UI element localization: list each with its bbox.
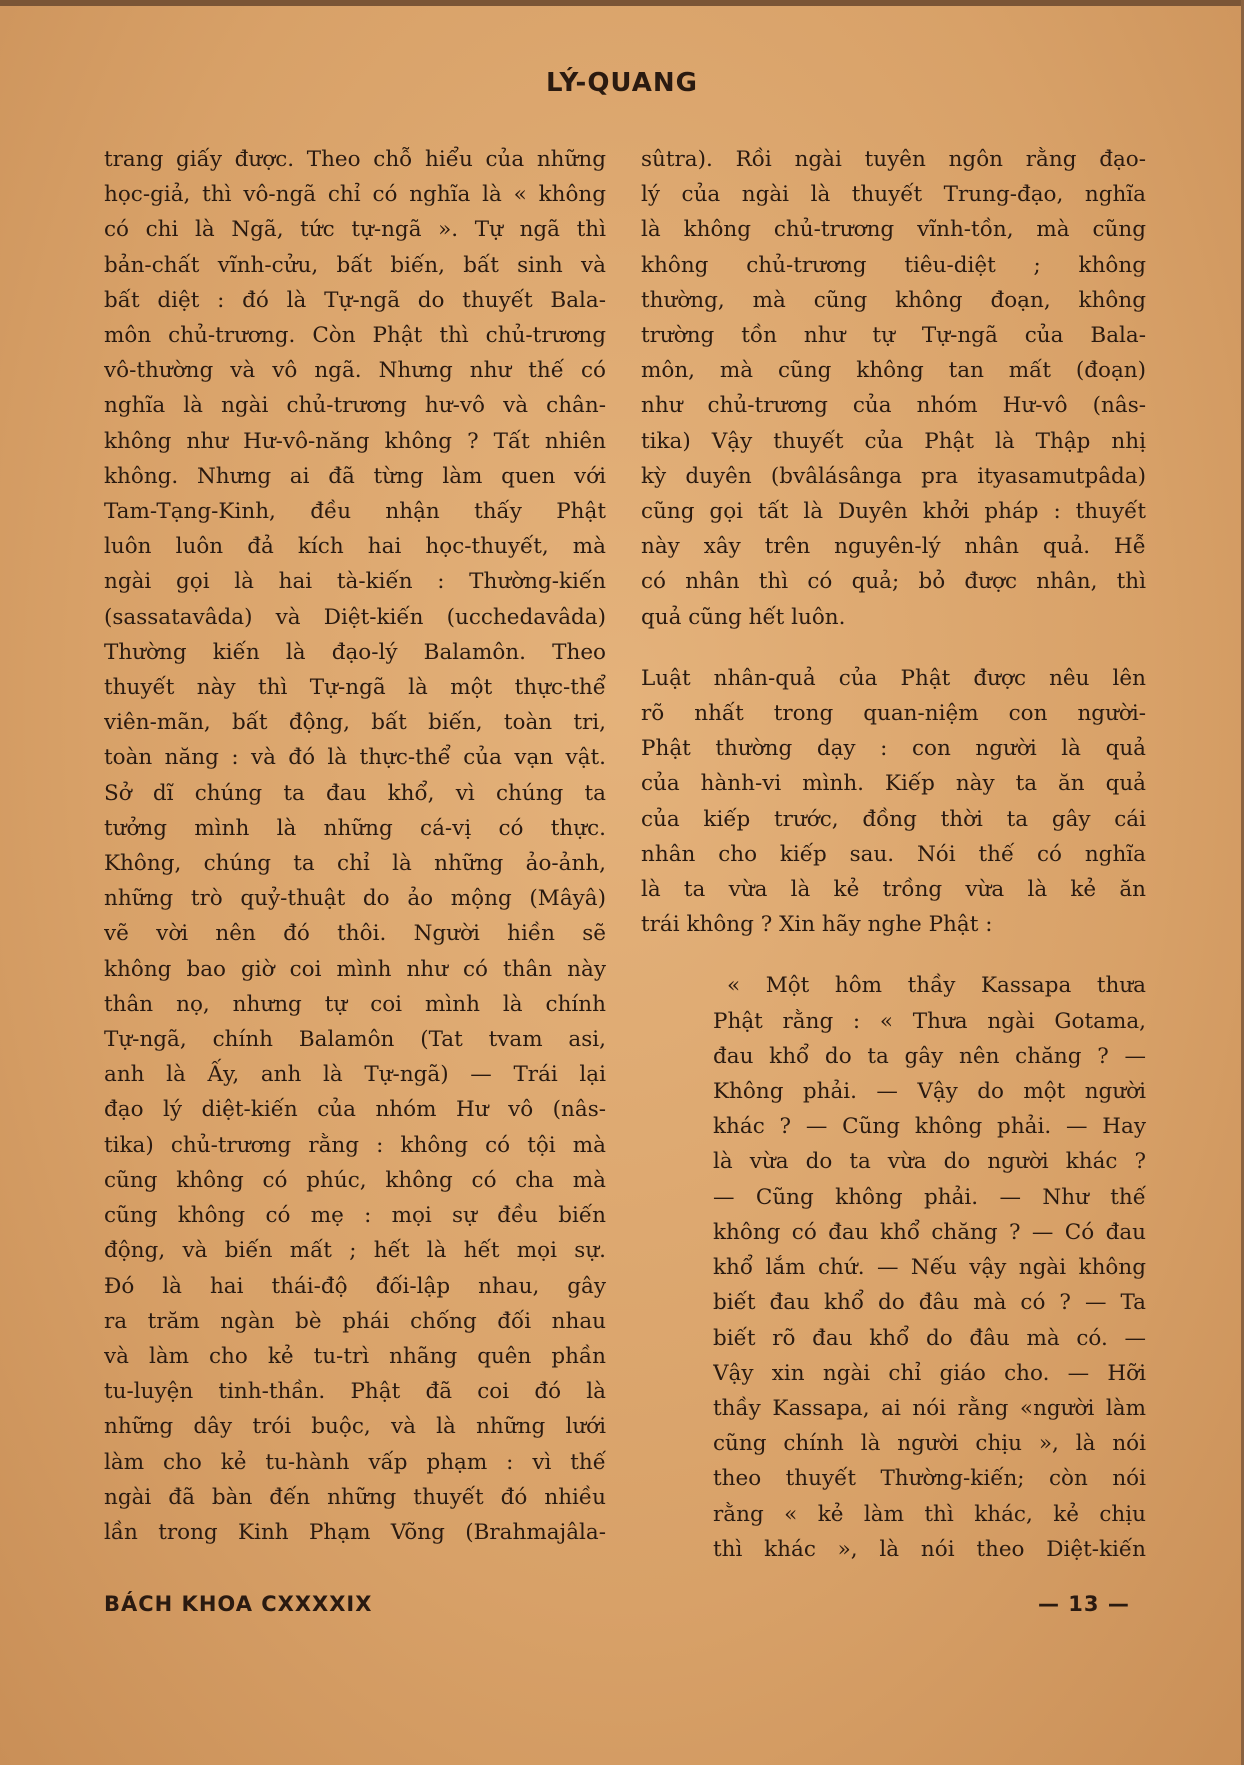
text-line: — Cũng không phải. — Như thế bbox=[713, 1184, 1146, 1210]
text-line: và làm cho kẻ tu-trì nhãng quên phần bbox=[104, 1343, 606, 1369]
quotation-block bbox=[641, 968, 1146, 1566]
right-column bbox=[641, 142, 1146, 1567]
running-head: LÝ-QUANG bbox=[546, 68, 698, 98]
text-line: lý của ngài là thuyết Trung-đạo, nghĩa bbox=[641, 182, 1146, 208]
text-line: thân nọ, nhưng tự coi mình là chính bbox=[104, 991, 606, 1017]
text-line: của kiếp trước, đồng thời ta gây cái bbox=[641, 806, 1146, 832]
text-line: thầy Kassapa, ai nói rằng «người làm bbox=[713, 1395, 1146, 1421]
text-line: bản-chất vĩnh-cửu, bất biến, bất sinh và bbox=[104, 252, 606, 278]
text-line: cũng không có mẹ : mọi sự đều biến bbox=[104, 1203, 606, 1229]
text-line: sûtra). Rồi ngài tuyên ngôn rằng đạo- bbox=[641, 147, 1146, 172]
text-line: viên-mãn, bất động, bất biến, toàn tri, bbox=[104, 710, 606, 736]
text-line: có chi là Ngã, tức tự-ngã ». Tự ngã thì bbox=[104, 217, 606, 243]
text-line: là vừa do ta vừa do người khác ? bbox=[713, 1149, 1146, 1175]
text-line: luôn luôn đả kích hai học-thuyết, mà bbox=[104, 534, 606, 560]
text-line: làm cho kẻ tu-hành vấp phạm : vì thế bbox=[104, 1449, 606, 1475]
text-line: là ta vừa là kẻ trồng vừa là kẻ ăn bbox=[641, 877, 1146, 903]
text-line: Tự-ngã, chính Balamôn (Tat tvam asi, bbox=[104, 1027, 606, 1053]
text-line: kỳ duyên (bvâlásânga pra ityasamutpâda) bbox=[641, 463, 1146, 489]
text-line: theo thuyết Thường-kiến; còn nói bbox=[713, 1466, 1146, 1492]
text-line: thì khác », là nói theo Diệt-kiến bbox=[713, 1536, 1146, 1562]
text-line: tu-luyện tinh-thần. Phật đã coi đó là bbox=[104, 1379, 606, 1405]
text-line: môn, mà cũng không tan mất (đoạn) bbox=[641, 358, 1146, 384]
text-line: động, và biến mất ; hết là hết mọi sự. bbox=[104, 1238, 606, 1264]
text-line: (sassatavâda) và Diệt-kiến (ucchedavâda) bbox=[104, 604, 606, 630]
text-line: Phật rằng : « Thưa ngài Gotama, bbox=[713, 1008, 1146, 1034]
text-line: Vậy xin ngài chỉ giáo cho. — Hỡi bbox=[713, 1360, 1146, 1386]
text-line: thường, mà cũng không đoạn, không bbox=[641, 287, 1146, 313]
page-top-edge bbox=[0, 0, 1244, 6]
text-line: là không chủ-trương vĩnh-tồn, mà cũng bbox=[641, 217, 1146, 243]
text-line: khác ? — Cũng không phải. — Hay bbox=[713, 1114, 1146, 1140]
text-line: không như Hư-vô-năng không ? Tất nhiên bbox=[104, 428, 606, 454]
text-line: không. Nhưng ai đã từng làm quen với bbox=[104, 463, 606, 489]
paragraph-gap bbox=[641, 635, 1146, 661]
footer-page-number: — 13 — bbox=[1038, 1592, 1130, 1616]
text-line: những trò quỷ-thuật do ảo mộng (Mâyâ) bbox=[104, 886, 606, 912]
footer-publication: BÁCH KHOA CXXXXIX bbox=[104, 1592, 373, 1616]
text-line: khổ lắm chứ. — Nếu vậy ngài không bbox=[713, 1255, 1146, 1281]
text-line: cũng gọi tất là Duyên khởi pháp : thuyết bbox=[641, 499, 1146, 525]
text-line: ra trăm ngàn bè phái chống đối nhau bbox=[104, 1308, 606, 1334]
text-line: học-giả, thì vô-ngã chỉ có nghĩa là « không bbox=[104, 182, 606, 208]
text-line: không bao giờ coi mình như có thân này bbox=[104, 956, 606, 982]
text-line: cũng chính là người chịu », là nói bbox=[713, 1431, 1146, 1457]
text-line: trường tồn như tự Tự-ngã của Bala- bbox=[641, 323, 1146, 349]
text-line: nhân cho kiếp sau. Nói thế có nghĩa bbox=[641, 841, 1146, 867]
text-line: biết đau khổ do đâu mà có ? — Ta bbox=[713, 1290, 1146, 1316]
text-line: biết rõ đau khổ do đâu mà có. — bbox=[713, 1325, 1146, 1351]
text-line: trái không ? Xin hãy nghe Phật : bbox=[641, 912, 993, 938]
right-paragraph-2 bbox=[641, 661, 1146, 943]
text-line: Không phải. — Vậy do một người bbox=[713, 1079, 1146, 1105]
text-line: tika) Vậy thuyết của Phật là Thập nhị bbox=[641, 428, 1146, 454]
text-line: trang giấy được. Theo chỗ hiểu của những bbox=[104, 147, 606, 172]
text-line: Sở dĩ chúng ta đau khổ, vì chúng ta bbox=[104, 780, 606, 806]
text-line: rõ nhất trong quan-niệm con người- bbox=[641, 701, 1146, 727]
right-paragraph-1 bbox=[641, 142, 1146, 635]
left-column bbox=[104, 142, 606, 1550]
text-line: môn chủ-trương. Còn Phật thì chủ-trương bbox=[104, 323, 606, 349]
text-line: cũng không có phúc, không có cha mà bbox=[104, 1167, 606, 1193]
text-line: Tam-Tạng-Kinh, đều nhận thấy Phật bbox=[104, 499, 606, 525]
text-line: có nhân thì có quả; bỏ được nhân, thì bbox=[641, 569, 1146, 595]
text-line: anh là Ấy, anh là Tự-ngã) — Trái lại bbox=[104, 1062, 606, 1088]
paragraph-gap bbox=[641, 942, 1146, 968]
text-line: lần trong Kinh Phạm Võng (Brahmajâla- bbox=[104, 1519, 606, 1545]
text-line: vô-thường và vô ngã. Nhưng như thế có bbox=[104, 358, 606, 384]
text-line: Thường kiến là đạo-lý Balamôn. Theo bbox=[104, 639, 606, 665]
text-line: quả cũng hết luôn. bbox=[641, 604, 846, 630]
text-line: nghĩa là ngài chủ-trương hư-vô và chân- bbox=[104, 393, 606, 419]
text-line: những dây trói buộc, và là những lưới bbox=[104, 1414, 606, 1440]
text-line: tưởng mình là những cá-vị có thực. bbox=[104, 815, 606, 841]
text-line: Phật thường dạy : con người là quả bbox=[641, 736, 1146, 762]
text-line: đau khổ do ta gây nên chăng ? — bbox=[713, 1043, 1146, 1069]
text-line: « Một hôm thầy Kassapa thưa bbox=[727, 973, 1146, 999]
text-line: bất diệt : đó là Tự-ngã do thuyết Bala- bbox=[104, 287, 606, 313]
text-line: rằng « kẻ làm thì khác, kẻ chịu bbox=[713, 1501, 1146, 1527]
text-line: như chủ-trương của nhóm Hư-vô (nâs- bbox=[641, 393, 1146, 419]
text-line: Luật nhân-quả của Phật được nêu lên bbox=[641, 665, 1146, 691]
text-line: tika) chủ-trương rằng : không có tội mà bbox=[104, 1132, 606, 1158]
text-line: này xây trên nguyên-lý nhân quả. Hễ bbox=[641, 534, 1146, 560]
text-line: vẽ vời nên đó thôi. Người hiền sẽ bbox=[104, 921, 606, 947]
text-line: ngài gọi là hai tà-kiến : Thường-kiến bbox=[104, 569, 606, 595]
text-line: ngài đã bàn đến những thuyết đó nhiều bbox=[104, 1484, 606, 1510]
text-line: Đó là hai thái-độ đối-lập nhau, gây bbox=[104, 1273, 606, 1299]
text-line: thuyết này thì Tự-ngã là một thực-thể bbox=[104, 675, 606, 701]
text-line: Không, chúng ta chỉ là những ảo-ảnh, bbox=[104, 851, 606, 877]
text-line: toàn năng : và đó là thực-thể của vạn vật. bbox=[104, 745, 606, 771]
text-line: đạo lý diệt-kiến của nhóm Hư vô (nâs- bbox=[104, 1097, 606, 1123]
text-line: không có đau khổ chăng ? — Có đau bbox=[713, 1219, 1146, 1245]
text-line: của hành-vi mình. Kiếp này ta ăn quả bbox=[641, 771, 1146, 797]
text-line: không chủ-trương tiêu-diệt ; không bbox=[641, 252, 1146, 278]
